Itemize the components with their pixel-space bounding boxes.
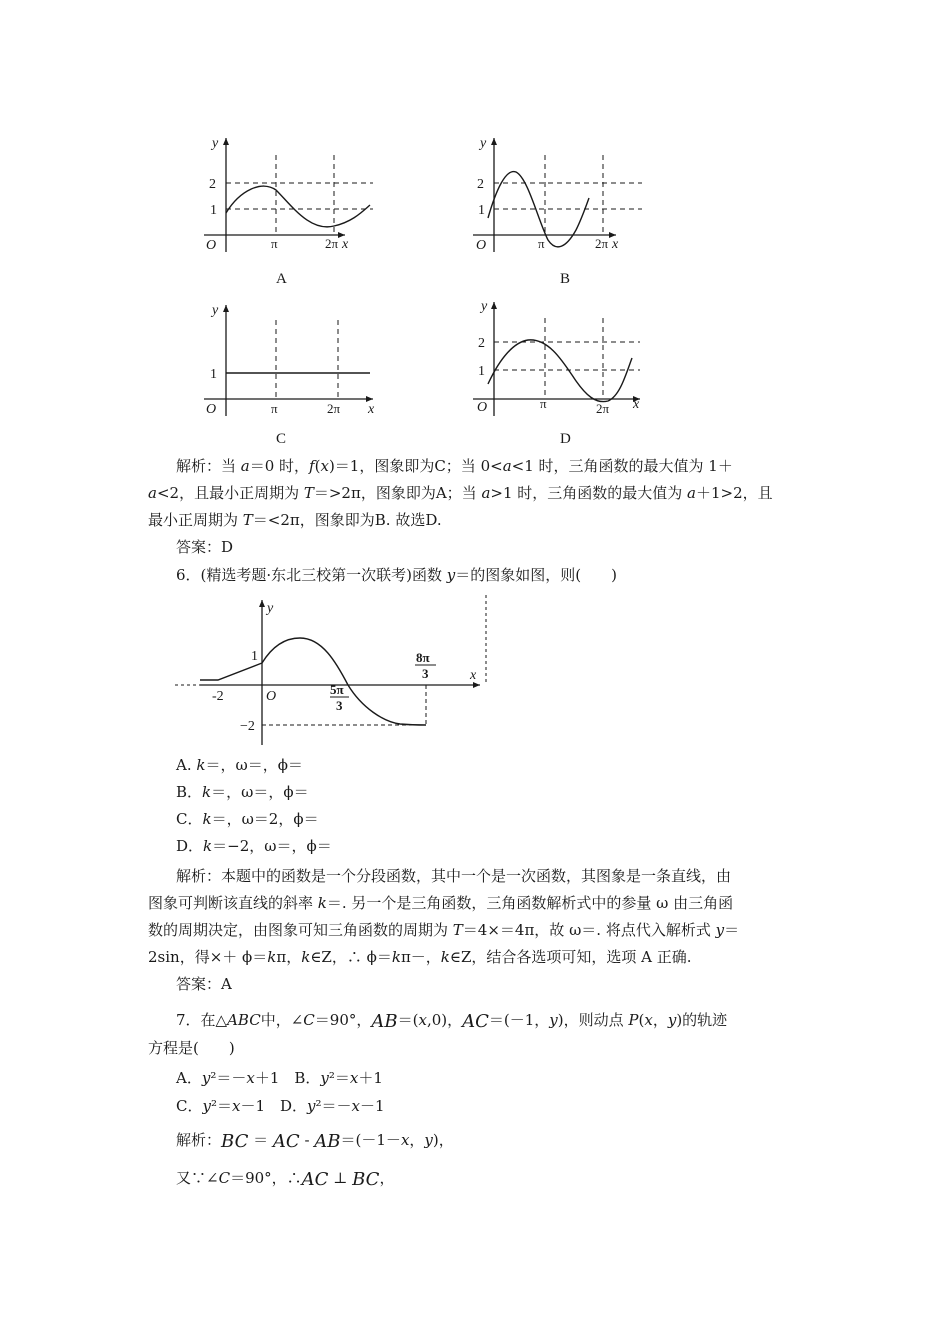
graph-a-tick-2: 2 [209, 177, 216, 192]
question7-line1: 7．在△ABC中，∠C＝90°，AB＝(x,0)，AC＝(－1，y)，则动点 P(x，y)的轨迹 [176, 1011, 728, 1032]
question7-line2: 方程是( ) [148, 1039, 235, 1057]
question6-stem: 6．(精选考题·东北三校第一次联考)函数 y＝的图象如图，则( ) [176, 566, 617, 584]
graph-c-x-label: x [368, 402, 375, 417]
q6-graph-8pi: 8π [416, 650, 430, 665]
q6-graph-y-label: y [267, 601, 274, 616]
q7-solution-line2: 又∵∠C＝90°，∴AC ⊥ BC， [176, 1169, 395, 1190]
graph-a-y-label: y [212, 136, 219, 151]
q6-graph-8pi-den: 3 [422, 666, 429, 681]
graph-d-tick-2: 2 [478, 336, 485, 351]
q6-solution-line1: 解析：本题中的函数是一个分段函数，其中一个是一次函数，其图象是一条直线，由 [176, 867, 732, 885]
graph-d-curve [488, 340, 632, 402]
question6-graph [0, 590, 950, 750]
graph-c-y-label: y [212, 303, 219, 318]
graph-b-caption: B [560, 271, 571, 287]
graph-a-2pi: 2π [325, 236, 339, 251]
question6-sine-curve [262, 638, 426, 725]
graph-c-origin: O [206, 402, 217, 417]
graph-c-pi: π [271, 401, 278, 416]
q6-graph-5pi-den: 3 [336, 698, 343, 713]
graph-b-tick-2: 2 [477, 177, 484, 192]
question6-linear-segment [200, 663, 262, 680]
graph-b-origin: O [476, 238, 487, 253]
q6-solution-line2: 图象可判断该直线的斜率 k＝. 另一个是三角函数，三角函数解析式中的参量 ω 由三角函 [148, 894, 734, 912]
graph-a-caption: A [276, 271, 287, 287]
graph-a-curve [226, 186, 370, 227]
graph-d-origin: O [477, 400, 488, 415]
q6-graph-tick-1: 1 [251, 649, 258, 664]
graph-b-2pi: 2π [595, 236, 609, 251]
graph-b-pi: π [538, 236, 545, 251]
answer6: 答案：A [176, 975, 232, 993]
graph-d-2pi: 2π [596, 401, 610, 416]
graph-a-tick-1: 1 [210, 203, 217, 218]
graph-b-y-label: y [480, 136, 487, 151]
graph-c-tick-1: 1 [210, 367, 217, 382]
answer5: 答案：D [176, 538, 234, 556]
q6-option-c: C．k＝，ω＝2，ϕ＝ [176, 810, 319, 828]
graph-d [473, 299, 640, 447]
graph-a [204, 136, 373, 287]
graph-d-x-label: x [633, 397, 640, 412]
solution5-line3: 最小正周期为 T＝<2π，图象即为B. 故选D. [148, 511, 442, 529]
q6-option-a: A. k＝，ω＝，ϕ＝ [176, 756, 303, 774]
q6-graph-tick-neg2-x: -2 [212, 689, 224, 704]
graph-b [473, 136, 642, 287]
graph-c-2pi: 2π [327, 401, 341, 416]
q7-options-cd: C．y²＝x－1 D．y²＝－x－1 [176, 1097, 385, 1115]
q6-solution-line3: 数的周期决定，由图象可知三角函数的周期为 T＝4×＝4π，故 ω＝. 将点代入解析式 y＝ [148, 921, 740, 939]
q6-option-b: B．k＝，ω＝，ϕ＝ [176, 783, 309, 801]
graph-d-caption: D [560, 431, 571, 447]
graph-d-pi: π [540, 396, 547, 411]
q6-graph-tick-neg2-y: −2 [240, 719, 255, 734]
graph-d-y-label: y [481, 299, 488, 314]
graphs-figure [0, 0, 950, 450]
q6-option-d: D．k＝−2，ω＝，ϕ＝ [176, 837, 332, 855]
graph-b-tick-1: 1 [478, 203, 485, 218]
graph-a-pi: π [271, 236, 278, 251]
graph-a-x-label: x [342, 237, 349, 252]
q7-options-ab: A．y²＝－x＋1 B．y²＝x＋1 [176, 1069, 383, 1087]
solution5-line1: 解析：当 a＝0 时，f(x)＝1，图象即为C；当 0<a<1 时，三角函数的最大值为 1＋ [176, 457, 733, 475]
q7-solution-line1: 解析：BC ＝ AC - AB＝(－1－x，y)， [176, 1131, 454, 1152]
solution5-line2: a<2，且最小正周期为 T＝>2π，图象即为A；当 a>1 时，三角函数的最大值为 a＋1>2，且 [148, 484, 773, 502]
graph-d-tick-1: 1 [478, 364, 485, 379]
q6-graph-origin: O [266, 689, 277, 704]
q6-graph-5pi: 5π [330, 682, 344, 697]
graph-c [204, 303, 375, 447]
graph-a-origin: O [206, 238, 217, 253]
graph-c-caption: C [276, 431, 287, 447]
graph-b-x-label: x [612, 237, 619, 252]
q6-graph-x-label: x [470, 668, 477, 683]
q6-solution-line4: 2sin，得×＋ ϕ＝kπ，k∈Z，∴ ϕ＝kπ－，k∈Z，结合各选项可知，选项 A 正确. [148, 948, 692, 966]
